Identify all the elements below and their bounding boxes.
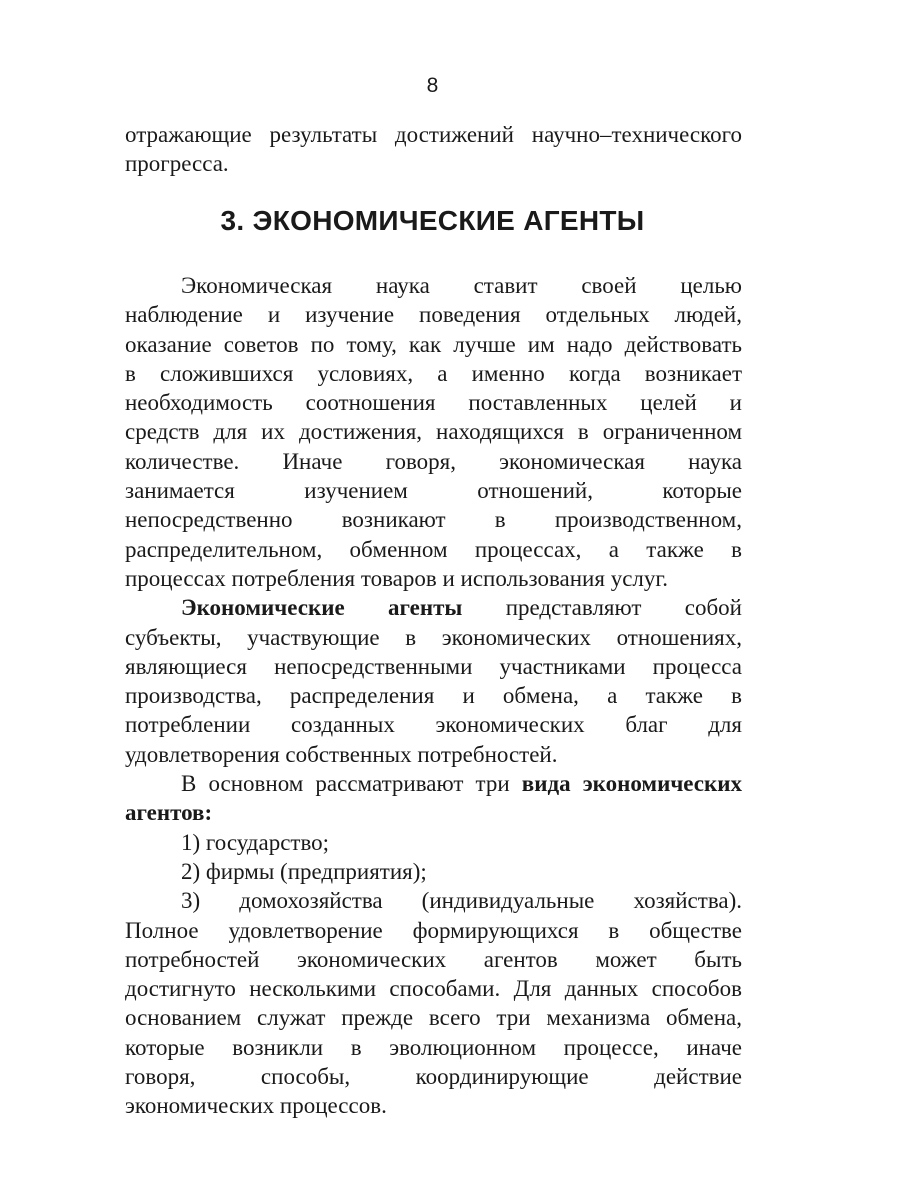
term-agents: агентов:	[125, 800, 213, 826]
text-line: В основном рассматривают три вида экономических	[181, 771, 742, 797]
text-line: непосредственно возникают в производственном,	[125, 507, 742, 533]
text-line: средств для их достижения, находящихся в ограниченном	[125, 419, 742, 445]
term-economic-agents: Экономические агенты	[181, 595, 463, 621]
text-line: необходимость соотношения поставленных целей и	[125, 390, 742, 416]
term-agent-types: вида экономических	[521, 771, 742, 797]
text-line: основанием служат прежде всего три механизма обмена,	[125, 1005, 742, 1031]
text-line: количестве. Иначе говоря, экономическая наука	[125, 448, 742, 474]
text-line: которые возникли в эволюционном процессе, иначе	[125, 1034, 742, 1060]
page-number: 8	[426, 74, 439, 97]
text-line: Экономическая наука ставит своей целью	[181, 273, 742, 298]
text-line: говоря, способы, координирующие действие	[125, 1064, 742, 1090]
text-line: прогресса.	[125, 151, 229, 177]
section-heading: 3. ЭКОНОМИЧЕСКИЕ АГЕНТЫ	[220, 205, 645, 236]
text-line: потребностей экономических агентов может быть	[125, 946, 742, 972]
paragraph-economic-science	[125, 271, 742, 1121]
text-line: экономических процессов.	[125, 1093, 387, 1119]
intro-paragraph	[125, 120, 742, 179]
list-item: 1) государство;	[181, 829, 330, 855]
text-line: распределительном, обменном процессах, а также в	[125, 536, 742, 562]
text-line: производства, распределения и обмена, а также в	[125, 683, 742, 709]
text-line: отражающие результаты достижений научно–технического	[125, 122, 742, 147]
text-line: потреблении созданных экономических благ для	[125, 712, 742, 738]
text-line: наблюдение и изучение поведения отдельных людей,	[125, 302, 742, 328]
text-line: Полное удовлетворение формирующихся в обществе	[125, 917, 742, 943]
text-line: удовлетворения собственных потребностей.	[125, 741, 558, 767]
text-line	[125, 798, 742, 827]
text-line: занимается изучением отношений, которые	[125, 478, 742, 504]
text-line: достигнуто несколькими способами. Для данных способов	[125, 976, 742, 1002]
text-line: субъекты, участвующие в экономических отношениях,	[125, 624, 742, 650]
text-line: оказание советов по тому, как лучше им надо действовать	[125, 331, 742, 357]
text-line: в сложившихся условиях, а именно когда возникает	[125, 360, 742, 386]
text-line: процессах потребления товаров и использования услуг.	[125, 565, 668, 591]
text-line: Экономические агенты представляют собой	[181, 595, 742, 621]
list-item: 2) фирмы (предприятия);	[181, 858, 427, 884]
text-line: являющиеся непосредственными участниками процесса	[125, 653, 742, 679]
list-item: 3) домохозяйства (индивидуальные хозяйства).	[181, 888, 742, 914]
